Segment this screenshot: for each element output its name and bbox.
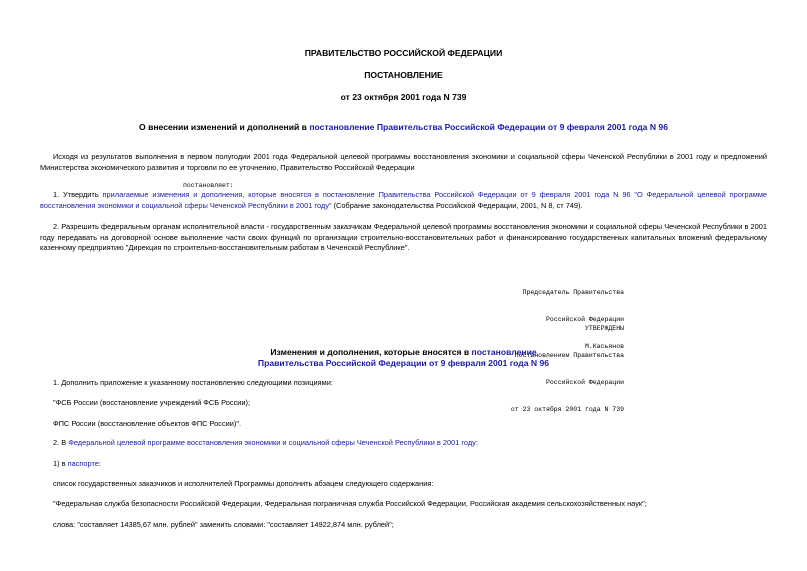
annex-customers-list: список государственных заказчиков и исполнителей Программы дополнить абзацем следующего содержания: bbox=[53, 479, 434, 488]
passport-link[interactable]: паспорте bbox=[67, 459, 99, 468]
signature-line-1: Председатель Правительства bbox=[522, 289, 624, 296]
annex-item-2-suffix: : bbox=[475, 438, 478, 447]
item-1-prefix: 1. Утвердить bbox=[53, 190, 103, 199]
decrees-word: постановляет: bbox=[183, 182, 234, 189]
annex-item-fsb: "ФСБ России (восстановление учреждений ФСБ России); bbox=[53, 398, 251, 407]
title-link[interactable]: постановление Правительства Российской Федерации от 9 февраля 2001 года N 96 bbox=[309, 122, 668, 132]
approval-block bbox=[511, 306, 624, 432]
item-1-link[interactable]: прилагаемые изменения и дополнения, которые вносятся в постановление Правительства Российской Федерации от 9 февраля 2001 года N 96 "О Федеральной целевой программе восстановления экономики и социальной сферы Чеченской Республики в 2001 году" bbox=[40, 190, 768, 210]
annex-title-link-1[interactable]: постановление bbox=[471, 347, 537, 357]
item-1-paragraph bbox=[40, 190, 767, 211]
date-number-heading: от 23 октября 2001 года N 739 bbox=[340, 92, 467, 102]
annex-item-2-prefix: 2. В bbox=[53, 438, 69, 447]
document-title bbox=[0, 122, 807, 132]
annex-item-2 bbox=[53, 438, 478, 447]
annex-title-prefix: Изменения и дополнения, которые вносятся в bbox=[270, 347, 472, 357]
annex-item-2-link[interactable]: Федеральной целевой программе восстановления экономики и социальной сферы Чеченской Республики в 2001 году bbox=[68, 438, 476, 447]
annex-title-link-2[interactable]: Правительства Российской Федерации от 9 февраля 2001 года N 96 bbox=[257, 358, 550, 368]
annex-item-1: 1. Дополнить приложение к указанному постановлению следующими позициями: bbox=[53, 378, 333, 387]
annex-amount-change: слова: "составляет 14385,67 млн. рублей" заменить словами: "составляет 14922,874 млн. рублей"; bbox=[53, 520, 394, 529]
signature-line-2: Российской Федерации bbox=[545, 316, 624, 323]
passport-suffix: : bbox=[98, 459, 101, 468]
preamble-paragraph: Исходя из результатов выполнения в первом полугодии 2001 года Федеральной целевой программы восстановления экономики и социальной сферы Чеченской Республики в 2001 году и предложений Министерства экономического развития и торговли по ее уточнению, Правительство Российской Федерации bbox=[40, 152, 767, 172]
approval-line-2: постановлением Правительства bbox=[514, 352, 624, 359]
approval-line-1: УТВЕРЖДЕНЫ bbox=[584, 325, 624, 332]
government-heading: ПРАВИТЕЛЬСТВО РОССИЙСКОЙ ФЕДЕРАЦИИ bbox=[304, 48, 503, 58]
approval-line-4: от 23 октября 2001 года N 739 bbox=[510, 406, 624, 413]
title-prefix: О внесении изменений и дополнений в bbox=[139, 122, 310, 132]
passport-prefix: 1) в bbox=[53, 459, 68, 468]
annex-subitem-passport bbox=[53, 459, 101, 468]
doc-type-heading: ПОСТАНОВЛЕНИЕ bbox=[364, 70, 443, 80]
approval-line-3: Российской Федерации bbox=[545, 379, 624, 386]
annex-title-line-2 bbox=[0, 358, 807, 368]
annex-federal-services: "Федеральная служба безопасности Российской Федерации, Федеральная пограничная служба Российской Федерации, Российская академия сельскохозяйственных наук"; bbox=[53, 499, 647, 508]
item-2-paragraph: 2. Разрешить федеральным органам исполнительной власти - государственным заказчикам Федеральной целевой программы восстановления экономики и социальной сферы Чеченской Республики в 2001 году передавать на договорной основе выполнение части своих функций по организации строительно-восстановительных работ и финансированию государственных капитальных вложений федеральному казенному предприятию "Дирекция по строительно-восстановительным работам в Чеченской Республике". bbox=[40, 222, 767, 253]
annex-title-line-1 bbox=[0, 347, 807, 357]
item-1-suffix: (Собрание законодательства Российской Федерации, 2001, N 8, ст 749). bbox=[331, 200, 583, 210]
annex-item-fps: ФПС России (восстановление объектов ФПС России)". bbox=[53, 419, 242, 428]
signature-line-3: М.Касьянов bbox=[584, 343, 624, 350]
